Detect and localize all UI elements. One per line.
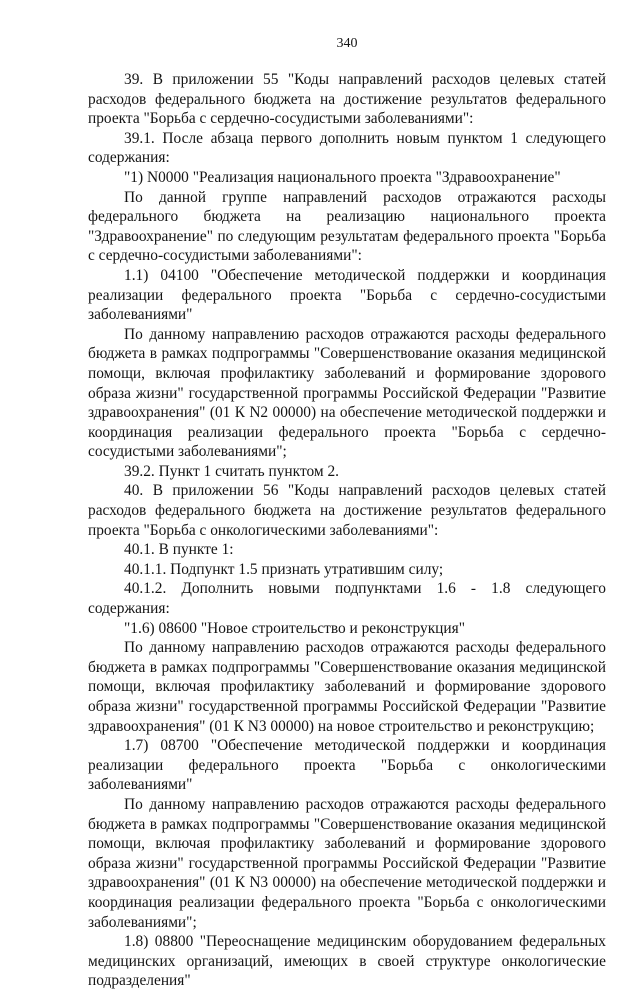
paragraph-item-1-1-description: По данному направлению расходов отражаются расходы федерального бюджета в рамках подпрограммы "Совершенствование оказания медицинской помощи, включая профилактику заболеваний и формирование здорового образа жизни" государственной программы Российской Федерации "Развитие здравоохранения" (01 К N2 00000) на обеспечение методической поддержки и координация реализации федерального проекта "Борьба с сердечно-сосудистыми заболеваниями"; bbox=[88, 325, 606, 461]
paragraph-item-1: "1) N0000 "Реализация национального проекта "Здравоохранение" bbox=[124, 168, 561, 186]
paragraph-item-1-1: 1.1) 04100 "Обеспечение методической поддержки и координация реализации федерального проекта "Борьба с сердечно-сосудистыми заболеваниями" bbox=[88, 266, 606, 324]
paragraph-39: 39. В приложении 55 "Коды направлений расходов целевых статей расходов федерального бюджета на достижение результатов федерального проекта "Борьба с сердечно-сосудистыми заболеваниями": bbox=[88, 71, 606, 128]
paragraph-40-1-1: 40.1.1. Подпункт 1.5 признать утратившим силу; bbox=[124, 560, 444, 578]
paragraph-item-1-8: 1.8) 08800 "Переоснащение медицинским оборудованием федеральных медицинских организаций, имеющих в своей структуре онкологические подразделения" bbox=[88, 933, 606, 990]
paragraph-39-2: 39.2. Пункт 1 считать пунктом 2. bbox=[124, 462, 340, 480]
paragraph-40: 40. В приложении 56 "Коды направлений расходов целевых статей расходов федерального бюджета на достижение результатов федерального проекта "Борьба с онкологическими заболеваниями": bbox=[88, 482, 606, 539]
paragraph-40-1: 40.1. В пункте 1: bbox=[124, 541, 234, 559]
paragraph-item-1-7-description: По данному направлению расходов отражаются расходы федерального бюджета в рамках подпрограммы "Совершенствование оказания медицинской помощи, включая профилактику заболеваний и формирование здорового образа жизни" государственной программы Российской Федерации "Развитие здравоохранения" (01 К N3 00000) на обеспечение методической поддержки и координация реализации федерального проекта "Борьба с онкологическими заболеваниями"; bbox=[88, 795, 606, 931]
paragraph-item-1-7: 1.7) 08700 "Обеспечение методической поддержки и координация реализации федерального проекта "Борьба с онкологическими заболеваниями" bbox=[88, 737, 606, 794]
paragraph-39-1: 39.1. После абзаца первого дополнить новым пунктом 1 следующего содержания: bbox=[88, 129, 606, 167]
paragraph-group-description: По данной группе направлений расходов отражаются расходы федерального бюджета на реализацию национального проекта "Здравоохранение" по следующим результатам федерального проекта "Борьба с сердечно-сосудистыми заболеваниями": bbox=[88, 188, 606, 265]
document-body bbox=[88, 70, 606, 991]
paragraph-item-1-6-description: По данному направлению расходов отражаются расходы федерального бюджета в рамках подпрограммы "Совершенствование оказания медицинской помощи, включая профилактику заболеваний и формирование здорового образа жизни" государственной программы Российской Федерации "Развитие здравоохранения" (01 К N3 00000) на новое строительство и реконструкцию; bbox=[88, 639, 606, 735]
paragraph-40-1-2: 40.1.2. Дополнить новыми подпунктами 1.6 - 1.8 следующего содержания: bbox=[88, 580, 606, 618]
paragraph-item-1-6: "1.6) 08600 "Новое строительство и реконструкция" bbox=[124, 619, 466, 637]
page-number: 340 bbox=[336, 36, 358, 51]
